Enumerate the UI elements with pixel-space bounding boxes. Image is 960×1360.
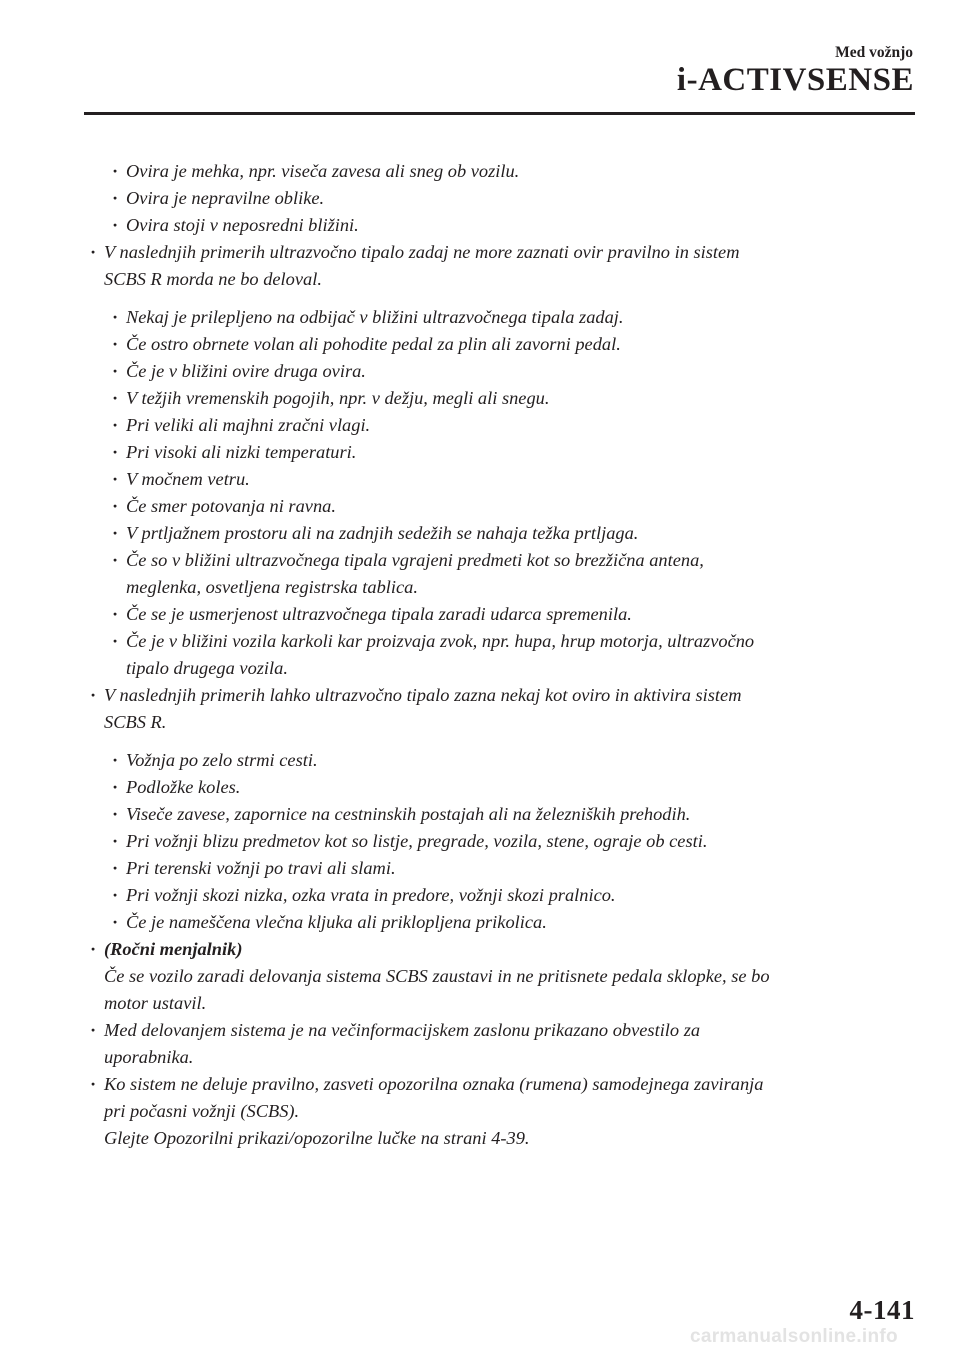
list-item: · Ovira je nepravilne oblike. bbox=[106, 185, 919, 212]
text-line: uporabnika. bbox=[104, 1047, 194, 1067]
list-item: · Pri vožnji skozi nizka, ozka vrata in predore, vožnji skozi pralnico. bbox=[106, 882, 919, 909]
list-item: · Pri vožnji blizu predmetov kot so listje, pregrade, vozila, stene, ograje ob cesti. bbox=[106, 828, 919, 855]
header-divider bbox=[84, 112, 915, 115]
text-line: motor ustavil. bbox=[104, 993, 207, 1013]
list-item: · Pri terenski vožnji po travi ali slami. bbox=[106, 855, 919, 882]
list-item: · Če je nameščena vlečna kljuka ali priklopljena prikolica. bbox=[106, 909, 919, 936]
text-line: SCBS R morda ne bo deloval. bbox=[104, 269, 322, 289]
limitations-sublist bbox=[106, 304, 919, 682]
intro-sublist bbox=[106, 158, 919, 239]
list-item: · Pri veliki ali majhni zračni vlagi. bbox=[106, 412, 919, 439]
list-item: · Ovira stoji v neposredni bližini. bbox=[106, 212, 919, 239]
list-item: · V močnem vetru. bbox=[106, 466, 919, 493]
section-title: Med vožnjo bbox=[835, 44, 913, 61]
list-item: · Če se je usmerjenost ultrazvočnega tipala zaradi udarca spremenila. bbox=[106, 601, 919, 628]
list-item: · Ovira je mehka, npr. viseča zavesa ali sneg ob vozilu. bbox=[106, 158, 919, 185]
text-line: SCBS R. bbox=[104, 712, 167, 732]
bullet-display-message bbox=[84, 1017, 919, 1071]
bullet-false-detection bbox=[84, 682, 919, 736]
list-item: · Če je v bližini ovire druga ovira. bbox=[106, 358, 919, 385]
list-item bbox=[106, 628, 919, 682]
bullet-ultrasonic-limitations bbox=[84, 239, 919, 293]
list-item: · Viseče zavese, zapornice na cestninskih postajah ali na železniških prehodih. bbox=[106, 801, 919, 828]
text-line: meglenka, osvetljena registrska tablica. bbox=[126, 577, 418, 597]
text-line: tipalo drugega vozila. bbox=[126, 658, 288, 678]
list-item: · Vožnja po zelo strmi cesti. bbox=[106, 747, 919, 774]
text-line: · V naslednjih primerih lahko ultrazvočno tipalo zazna nekaj kot oviro in aktivira sistem bbox=[104, 685, 742, 705]
chapter-title: i-ACTIVSENSE bbox=[676, 62, 914, 98]
list-item: · Če smer potovanja ni ravna. bbox=[106, 493, 919, 520]
text-line: Če se vozilo zaradi delovanja sistema SCBS zaustavi in ne pritisnete pedala sklopke, se bo bbox=[104, 966, 770, 986]
list-item bbox=[106, 547, 919, 601]
manual-transmission-heading: · (Ročni menjalnik) bbox=[104, 939, 243, 959]
page-reference: Glejte Opozorilni prikazi/opozorilne lučke na strani 4-39. bbox=[104, 1128, 530, 1148]
list-item: · Podložke koles. bbox=[106, 774, 919, 801]
bullet-warning-indicator bbox=[84, 1071, 919, 1152]
false-detection-sublist bbox=[106, 747, 919, 936]
text-line: · Ko sistem ne deluje pravilno, zasveti opozorilna oznaka (rumena) samodejnega zaviranja bbox=[104, 1074, 764, 1094]
page-number: 4-141 bbox=[849, 1295, 915, 1325]
text-line: · Če je v bližini vozila karkoli kar proizvaja zvok, npr. hupa, hrup motorja, ultrazvočno bbox=[126, 631, 755, 651]
page-content bbox=[84, 158, 919, 1152]
bullet-manual-transmission bbox=[84, 936, 919, 1017]
list-item: · Če ostro obrnete volan ali pohodite pedal za plin ali zavorni pedal. bbox=[106, 331, 919, 358]
watermark: carmanualsonline.info bbox=[690, 1326, 898, 1347]
list-item: · V prtljažnem prostoru ali na zadnjih sedežih se nahaja težka prtljaga. bbox=[106, 520, 919, 547]
text-line: · Med delovanjem sistema je na večinformacijskem zaslonu prikazano obvestilo za bbox=[104, 1020, 701, 1040]
list-item: · Pri visoki ali nizki temperaturi. bbox=[106, 439, 919, 466]
list-item: · Nekaj je prilepljeno na odbijač v bližini ultrazvočnega tipala zadaj. bbox=[106, 304, 919, 331]
list-item: · V težjih vremenskih pogojih, npr. v dežju, megli ali snegu. bbox=[106, 385, 919, 412]
text-line: · V naslednjih primerih ultrazvočno tipalo zadaj ne more zaznati ovir pravilno in sistem bbox=[104, 242, 740, 262]
text-line: pri počasni vožnji (SCBS). bbox=[104, 1101, 300, 1121]
text-line: · Če so v bližini ultrazvočnega tipala vgrajeni predmeti kot so brezžična antena, bbox=[126, 550, 704, 570]
